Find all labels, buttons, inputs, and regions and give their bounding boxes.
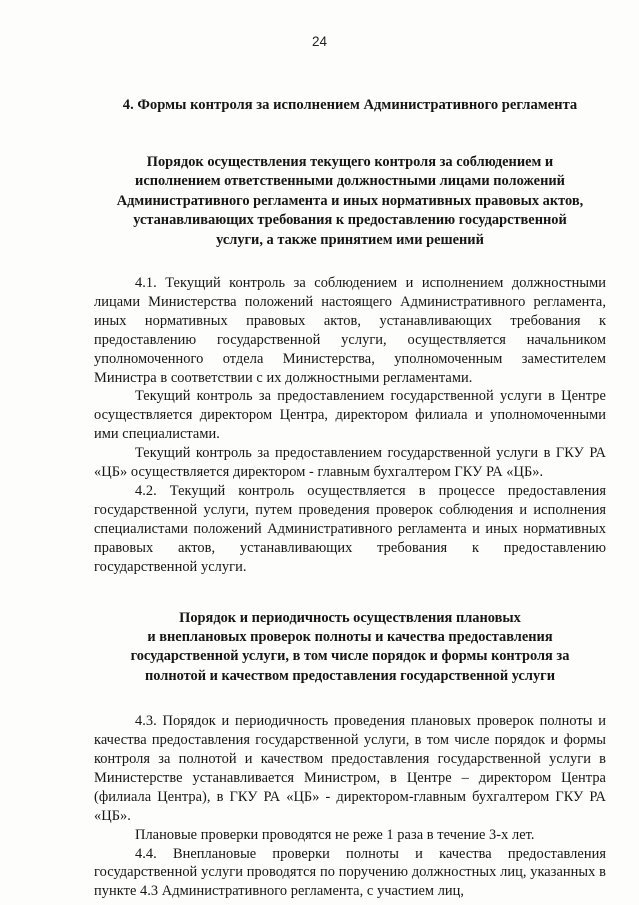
paragraphs-planned-inspections xyxy=(94,712,606,901)
paragraphs-current-control xyxy=(94,274,606,577)
subheading-line: исполнением ответственными должностными лицами положений xyxy=(135,173,565,190)
subheading-line: и внеплановых проверок полноты и качества предоставления xyxy=(147,628,553,645)
subheading-planned-inspections xyxy=(94,609,606,687)
paragraph-4-1: 4.1. Текущий контроль за соблюдением и исполнением должностными лицами Министерства положений настоящего Административного регламента, иных нормативных правовых актов, устанавливающих требования к предоставлению государственной услуги, осуществляется начальником уполномоченного отдела Министерства, уполномоченным заместителем Министра в соответствии с их должностными регламентами. xyxy=(94,275,606,386)
section-title: 4. Формы контроля за исполнением Административного регламента xyxy=(122,97,578,113)
subheading-line: полнотой и качеством предоставления государственной услуги xyxy=(145,667,555,684)
subheading-line: государственной услуги, в том числе порядок и формы контроля за xyxy=(130,648,570,665)
paragraph-gku-control: Текущий контроль за предоставлением государственной услуги в ГКУ РА «ЦБ» осуществляется директором - главным бухгалтером ГКУ РА «ЦБ». xyxy=(94,445,606,481)
paragraph-center-control: Текущий контроль за предоставлением государственной услуги в Центре осуществляется директором Центра, директором филиала и уполномоченными ими специалистами. xyxy=(94,388,606,443)
subheading-current-control xyxy=(94,153,606,250)
paragraph-4-4: 4.4. Внеплановые проверки полноты и качества предоставления государственной услуги проводятся по поручению должностных лиц, указанных в пункте 4.3 Административного регламента, с участием лиц, xyxy=(94,845,606,900)
page-number: 24 xyxy=(311,34,328,49)
paragraph-4-3: 4.3. Порядок и периодичность проведения плановых проверок полноты и качества предоставления государственной услуги, в том числе порядок и формы контроля за полнотой и качеством предоставления государственной услуги в Министерстве устанавливается Министром, в Центре – директором Центра (филиала Центра), в ГКУ РА «ЦБ» - директором-главным бухгалтером ГКУ РА «ЦБ». xyxy=(94,713,606,824)
subheading-line: Порядок и периодичность осуществления плановых xyxy=(179,609,521,626)
paragraph-4-2: 4.2. Текущий контроль осуществляется в процессе предоставления государственной услуги, путем проведения проверок соблюдения и исполнения специалистами положений Административного регламента и иных нормативных правовых актов, устанавливающих требования к предоставлению государственной услуги. xyxy=(94,483,606,575)
subheading-line: устанавливающих требования к предоставлению государственной xyxy=(133,212,567,229)
page-content xyxy=(94,96,606,901)
subheading-line: Административного регламента и иных нормативных правовых актов, xyxy=(116,192,584,209)
subheading-line: услуги, а также принятием ими решений xyxy=(216,231,484,248)
subheading-line: Порядок осуществления текущего контроля за соблюдением и xyxy=(146,154,554,170)
paragraph-planned-frequency: Плановые проверки проводятся не реже 1 раза в течение 3-х лет. xyxy=(135,826,535,843)
